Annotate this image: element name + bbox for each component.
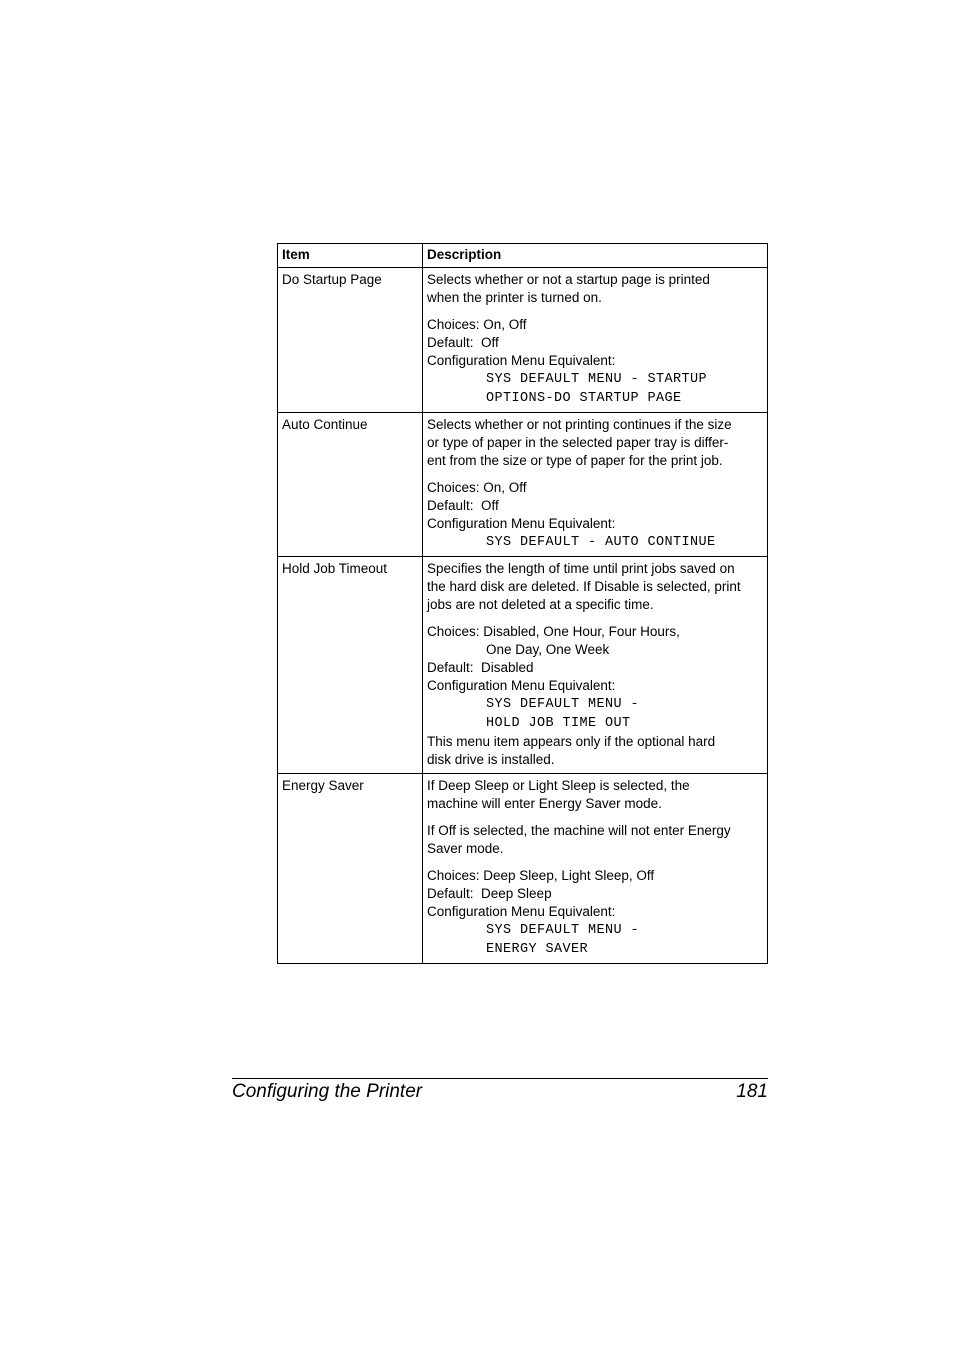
config-label: Configuration Menu Equivalent: — [427, 904, 616, 919]
description-text: Selects whether or not printing continues if the size or type of paper in the selected paper tray is differ- ent from the size or type of paper for the print job. — [427, 417, 732, 468]
item-cell: Do Startup Page — [278, 268, 423, 413]
item-cell: Energy Saver — [278, 774, 423, 964]
choices-text: Choices: Deep Sleep, Light Sleep, Off — [427, 868, 655, 883]
table-row — [278, 413, 768, 557]
choices-text: Choices: On, Off — [427, 480, 527, 495]
description-text-2: If Off is selected, the machine will not enter Energy Saver mode. — [427, 823, 731, 856]
menu-path: SYS DEFAULT - AUTO CONTINUE — [486, 535, 716, 550]
description-text: If Deep Sleep or Light Sleep is selected, the machine will enter Energy Saver mode. — [427, 778, 690, 811]
table-row — [278, 774, 768, 964]
config-label: Configuration Menu Equivalent: — [427, 353, 616, 368]
footer-title: Configuring the Printer — [232, 1081, 423, 1102]
table-header-row — [278, 244, 768, 268]
menu-path: SYS DEFAULT MENU - — [486, 923, 640, 938]
description-cell — [423, 268, 768, 413]
description-text: Specifies the length of time until print jobs saved on the hard disk are deleted. If Disable is selected, print jobs are not deleted at a specific time. — [427, 561, 741, 612]
menu-path: HOLD JOB TIME OUT — [486, 716, 631, 731]
description-cell — [423, 413, 768, 557]
settings-table — [277, 243, 768, 964]
note-text: This menu item appears only if the optional hard — [427, 734, 716, 749]
choices-text: Choices: On, Off — [427, 317, 527, 332]
config-label: Configuration Menu Equivalent: — [427, 516, 616, 531]
default-text: Default: Disabled — [427, 660, 534, 675]
description-cell — [423, 774, 768, 964]
description-text: Selects whether or not a startup page is printed when the printer is turned on. — [427, 272, 710, 305]
item-cell: Auto Continue — [278, 413, 423, 557]
menu-path: ENERGY SAVER — [486, 942, 589, 957]
page-number: 181 — [736, 1081, 768, 1102]
description-cell — [423, 557, 768, 774]
table-row — [278, 557, 768, 774]
choices-continued: One Day, One Week — [486, 642, 610, 657]
default-text: Default: Deep Sleep — [427, 886, 552, 901]
header-description: Description — [423, 244, 768, 268]
menu-path: SYS DEFAULT MENU - — [486, 697, 640, 712]
note-text: disk drive is installed. — [427, 752, 555, 767]
menu-path: OPTIONS-DO STARTUP PAGE — [486, 391, 682, 406]
default-text: Default: Off — [427, 335, 499, 350]
menu-path: SYS DEFAULT MENU - STARTUP — [486, 372, 708, 387]
header-item: Item — [278, 244, 423, 268]
default-text: Default: Off — [427, 498, 499, 513]
config-label: Configuration Menu Equivalent: — [427, 678, 616, 693]
table-row — [278, 268, 768, 413]
footer-divider — [232, 1078, 768, 1079]
item-cell: Hold Job Timeout — [278, 557, 423, 774]
choices-text: Choices: Disabled, One Hour, Four Hours, — [427, 624, 680, 639]
